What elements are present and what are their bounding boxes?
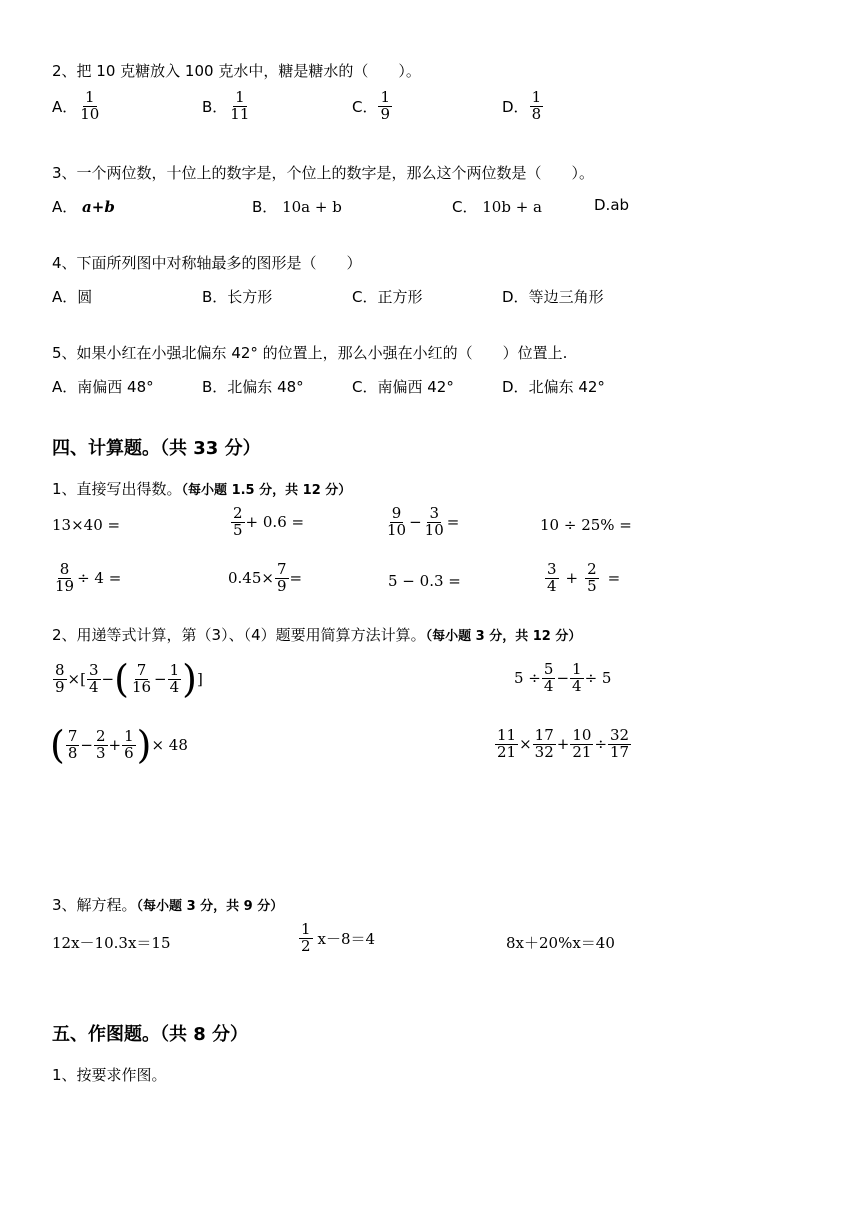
denominator: 17	[610, 742, 630, 761]
numerator: 1	[531, 88, 542, 106]
option-text: 等边三角形	[528, 288, 604, 306]
step-calc-4	[494, 728, 632, 761]
denominator: 10	[80, 104, 100, 123]
option-text: ab	[610, 196, 630, 214]
part-note: （每小题 3 分，共 9 分）	[136, 899, 284, 914]
section5-title: 五、作图题。（共 8 分）	[52, 1024, 249, 1045]
option-text: 南偏西 48°	[77, 378, 154, 396]
section5-part1-title: 1、按要求作图。	[52, 1066, 167, 1084]
minus-sign: −	[80, 736, 93, 754]
q5-option-d[interactable]	[502, 376, 605, 397]
section4-part1-title	[52, 478, 351, 499]
numerator: 1	[235, 88, 245, 106]
option-label: A．	[52, 288, 78, 306]
expr-head: 5 ÷	[514, 669, 541, 688]
denominator: 5	[587, 576, 597, 595]
option-label: C．	[352, 378, 378, 396]
q3-option-d[interactable]	[594, 196, 629, 214]
numerator: 1	[301, 920, 311, 938]
q4-stem: 4、下面所列图中对称轴最多的图形是（ ）	[52, 254, 362, 272]
denominator: 10	[387, 520, 407, 539]
calc-6	[228, 562, 302, 595]
q3-option-a[interactable]	[52, 196, 115, 217]
part-note: （每小题 1.5 分，共 12 分）	[181, 483, 352, 498]
step-calc-3	[50, 723, 188, 767]
times-sign: ×	[67, 670, 81, 688]
option-text: 长方形	[227, 288, 273, 306]
left-paren: (	[50, 723, 65, 767]
option-text: 10b + a	[482, 198, 543, 216]
numerator: 10	[572, 726, 592, 744]
equation-rest: x－8＝4	[317, 929, 376, 948]
denominator: 6	[124, 743, 134, 762]
calc-5	[52, 562, 121, 595]
expr-tail: ÷ 5	[584, 669, 612, 688]
option-label: B．	[202, 288, 228, 306]
numerator: 1	[124, 726, 134, 745]
calc-7: 5 − 0.3 =	[388, 572, 461, 590]
part-title: 2、用递等式计算，第（3）、（4）题要用简算方法计算。	[52, 626, 426, 644]
denominator: 16	[131, 677, 152, 696]
q3-option-c[interactable]	[452, 196, 542, 217]
left-bracket: [	[80, 670, 86, 688]
denominator: 3	[95, 743, 106, 762]
denominator: 32	[534, 742, 554, 761]
numerator: 1	[85, 88, 95, 106]
right-paren: )	[182, 657, 197, 701]
denominator: 11	[230, 104, 250, 123]
numerator: 9	[391, 504, 402, 522]
numerator: 7	[67, 726, 78, 745]
q2-option-d[interactable]	[502, 90, 544, 123]
numerator: 1	[572, 660, 582, 678]
q3-option-b[interactable]	[252, 196, 342, 217]
option-label: B．	[202, 378, 228, 396]
denominator: 4	[169, 677, 180, 696]
option-label: D．	[502, 378, 529, 396]
option-label: C．	[352, 97, 378, 116]
denominator: 8	[67, 743, 78, 762]
minus-sign: −	[409, 513, 422, 532]
option-label: A．	[52, 198, 78, 216]
numerator: 7	[136, 660, 147, 679]
option-text: 正方形	[377, 288, 423, 306]
denominator: 10	[424, 520, 444, 539]
option-text: 圆	[77, 288, 93, 306]
q4-option-d[interactable]	[502, 286, 604, 307]
numerator: 2	[233, 504, 243, 522]
option-label: C．	[352, 288, 378, 306]
q3-stem: 3、一个两位数，十位上的数字是，个位上的数字是，那么这个两位数是（ ）。	[52, 164, 595, 182]
equals-sign: =	[607, 569, 621, 588]
denominator: 19	[55, 576, 75, 595]
equation-2	[298, 922, 375, 955]
q2-stem: 2、把 10 克糖放入 100 克水中，糖是糖水的（ ）。	[52, 62, 421, 80]
denominator: 2	[301, 936, 311, 955]
calc-8	[544, 562, 620, 595]
denominator: 21	[572, 742, 592, 761]
option-text: 10a + b	[282, 198, 342, 216]
q5-option-a[interactable]	[52, 376, 154, 397]
times-sign: ×	[519, 735, 532, 754]
option-label: A．	[52, 97, 78, 116]
denominator: 4	[547, 576, 557, 595]
q5-option-b[interactable]	[202, 376, 304, 397]
option-text: 北偏东 48°	[227, 378, 304, 396]
denominator: 8	[531, 104, 542, 123]
q5-stem: 5、如果小红在小强北偏东 42° 的位置上，那么小强在小红的（ ）位置上.	[52, 344, 568, 362]
right-bracket: ]	[196, 670, 203, 688]
plus-sign: +	[108, 736, 122, 754]
option-label: A．	[52, 378, 78, 396]
numerator: 3	[429, 504, 439, 522]
numerator: 3	[88, 660, 99, 679]
option-text: 北偏东 42°	[528, 378, 605, 396]
q2-option-c[interactable]	[352, 90, 393, 123]
numerator: 1	[380, 88, 391, 106]
calc-4: 10 ÷ 25% =	[540, 516, 632, 534]
calc-3	[384, 506, 459, 539]
right-paren: )	[136, 723, 152, 767]
minus-sign: −	[154, 670, 167, 688]
numerator: 8	[55, 660, 65, 679]
minus-sign: −	[556, 669, 570, 688]
part-title: 3、解方程。	[52, 896, 137, 914]
expr-head: 0.45×	[228, 569, 274, 588]
part-note: （每小题 3 分，共 12 分）	[425, 629, 582, 644]
expr-tail: ÷ 4 =	[77, 569, 122, 588]
denominator: 9	[276, 576, 287, 595]
q2-option-a[interactable]	[52, 90, 102, 123]
q4-option-b[interactable]	[202, 286, 272, 307]
denominator: 9	[55, 677, 65, 696]
equals-sign: =	[289, 569, 303, 588]
div-sign: ÷	[594, 735, 608, 754]
section4-part3-title	[52, 894, 283, 915]
numerator: 2	[95, 726, 106, 745]
section4-title: 四、计算题。（共 33 分）	[52, 438, 261, 459]
numerator: 7	[276, 560, 287, 578]
denominator: 5	[233, 520, 243, 539]
q2-option-b[interactable]	[202, 90, 252, 123]
denominator: 21	[497, 742, 517, 761]
step-calc-2	[514, 662, 611, 695]
plus-sign: +	[565, 569, 579, 588]
numerator: 2	[587, 560, 597, 578]
section4-part2-title	[52, 624, 581, 645]
denominator: 4	[543, 676, 554, 695]
denominator: 4	[572, 676, 582, 695]
expr-tail: + 0.6 =	[245, 513, 305, 532]
option-label: D.	[594, 196, 611, 214]
option-text: a+b	[82, 198, 115, 216]
minus-sign: −	[101, 670, 115, 688]
q5-option-c[interactable]	[352, 376, 454, 397]
option-label: D．	[502, 288, 529, 306]
equation-3: 8x＋20%x＝40	[506, 934, 615, 952]
denominator: 9	[380, 104, 391, 123]
expr-tail: × 48	[151, 736, 188, 754]
numerator: 11	[497, 726, 517, 744]
step-calc-1	[52, 657, 203, 701]
numerator: 17	[534, 726, 554, 744]
plus-sign: +	[556, 735, 570, 754]
option-label: B．	[252, 198, 278, 216]
part-title: 1、直接写出得数。	[52, 480, 182, 498]
numerator: 5	[543, 660, 554, 678]
denominator: 4	[88, 677, 99, 696]
q4-option-c[interactable]	[352, 286, 423, 307]
left-paren: (	[114, 657, 129, 701]
q4-option-a[interactable]	[52, 286, 92, 307]
equals-sign: =	[446, 513, 460, 532]
equation-1: 12x－10.3x＝15	[52, 934, 171, 952]
calc-2	[230, 506, 304, 539]
option-label: C．	[452, 198, 478, 216]
calc-1: 13×40 =	[52, 516, 121, 534]
option-text: 南偏西 42°	[377, 378, 454, 396]
numerator: 1	[169, 660, 180, 679]
numerator: 8	[59, 560, 70, 578]
numerator: 3	[547, 560, 557, 578]
numerator: 32	[610, 726, 630, 744]
option-label: B．	[202, 97, 228, 116]
option-label: D．	[502, 97, 529, 116]
